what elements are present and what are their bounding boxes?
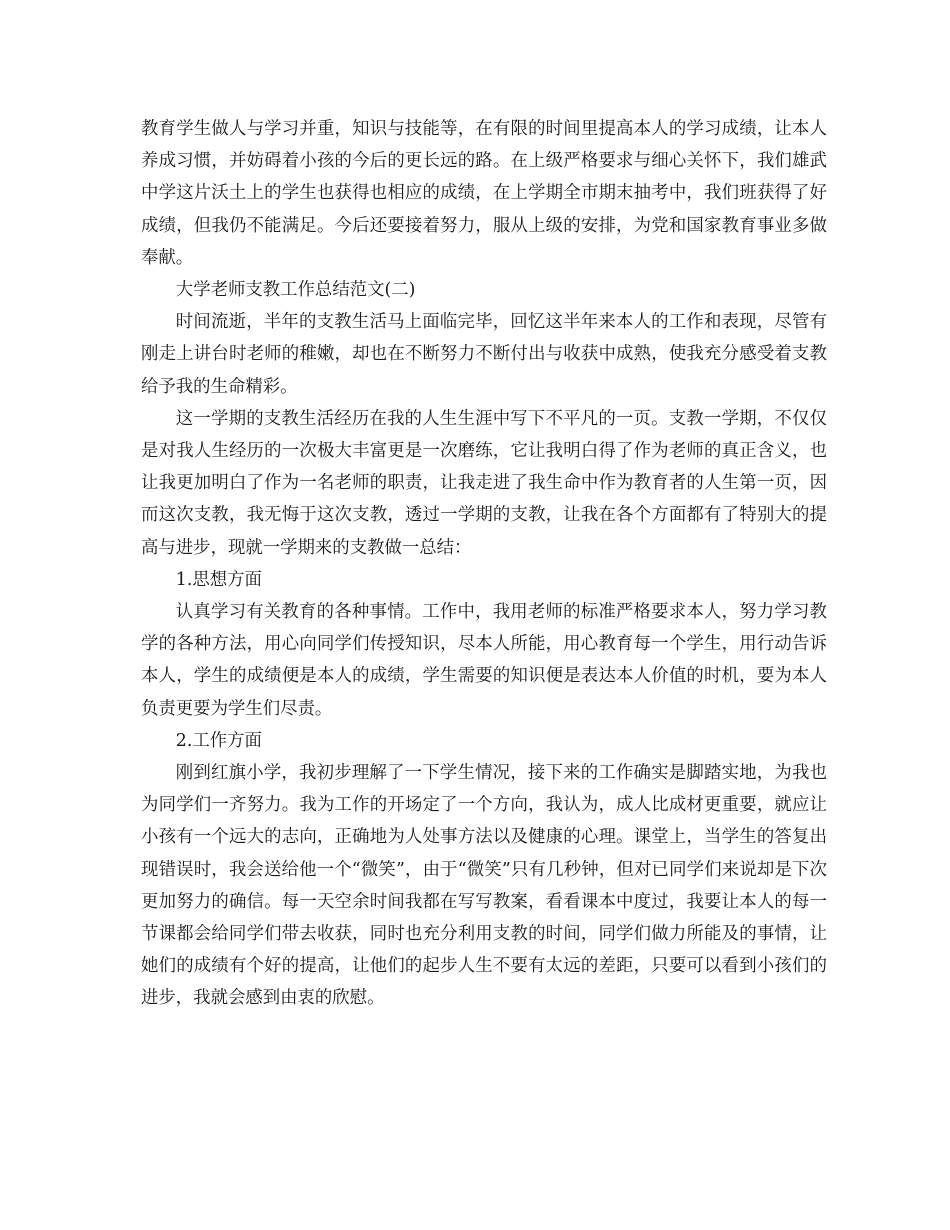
paragraph-work-aspect: 刚到红旗小学，我初步理解了一下学生情况，接下来的工作确实是脚踏实地，为我也为同学们一齐努力。我为工作的开场定了一个方向，我认为，成人比成材更重要，就应让小孩有一个远大的志向，正确地为人处事方法以及健康的心理。课堂上，当学生的答复出现错误时，我会送给他一个“微笑”，由于“微笑”只有几秒钟，但对已同学们来说却是下次更加努力的确信。每一天空余时间我都在写写教案，看看课本中度过，我要让本人的每一节课都会给同学们带去收获，同时也充分利用支教的时间，同学们做力所能及的事情，让她们的成绩有个好的提高，让他们的起步人生不要有太远的差距，只要可以看到小孩们的进步，我就会感到由衷的欣慰。 (141, 763, 827, 1009)
paragraph-semester-experience: 这一学期的支教生活经历在我的人生生涯中写下不平凡的一页。支教一学期，不仅仅是对我人生经历的一次极大丰富更是一次磨练，它让我明白得了作为老师的真正含义，也让我更加明白了作为一名老师的职责，让我走进了我生命中作为教育者的人生第一页，因而这次支教，我无悔于这次支教，透过一学期的支教，让我在各个方面都有了特别大的提高与进步，现就一学期来的支教做一总结： (141, 408, 827, 558)
document-body (141, 113, 827, 1015)
paragraph-thought-aspect: 认真学习有关教育的各种事情。工作中，我用老师的标准严格要求本人，努力学习教学的各种方法，用心向同学们传授知识，尽本人所能，用心教育每一个学生，用行动告诉本人，学生的成绩便是本人的成绩，学生需要的知识便是表达本人价值的时机，要为本人负责更要为学生们尽责。 (141, 602, 827, 719)
heading-thought-aspect: 1.思想方面 (175, 569, 262, 590)
heading-work-aspect: 2.工作方面 (175, 730, 262, 751)
paragraph-reflection: 时间流逝，半年的支教生活马上面临完毕，回忆这半年来本人的工作和表现，尽管有刚走上讲台时老师的稚嫩，却也在不断努力不断付出与收获中成熟，使我充分感受着支教给予我的生命精彩。 (141, 312, 827, 397)
paragraph-intro-continuation: 教育学生做人与学习并重，知识与技能等，在有限的时间里提高本人的学习成绩，让本人养成习惯，并妨碍着小孩的今后的更长远的路。在上级严格要求与细心关怀下，我们雄武中学这片沃土上的学生也获得也相应的成绩，在上学期全市期末抽考中，我们班获得了好成绩，但我仍不能满足。今后还要接着努力，服从上级的安排，为党和国家教育事业多做奉献。 (141, 119, 827, 268)
section-title: 大学老师支教工作总结范文(二) (175, 280, 416, 301)
